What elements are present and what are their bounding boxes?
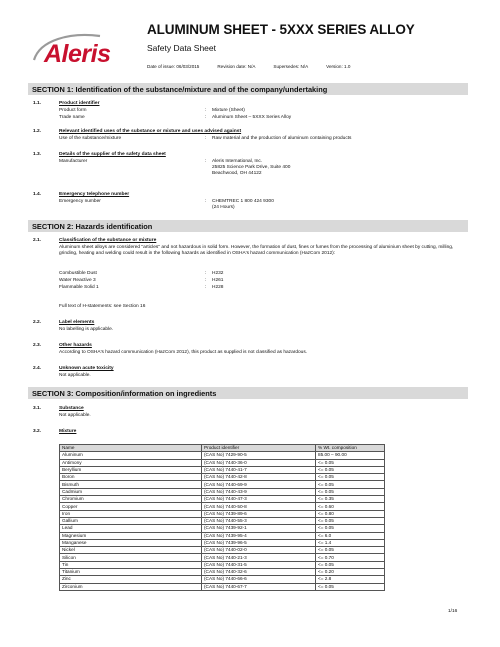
colon: : [205,136,207,141]
emergency-hours: (24 Hours) [212,205,235,211]
table-row [60,583,385,590]
label-elements-text: No labelling is applicable. [59,327,114,332]
cas-number-cell: (CAS No) 7440-42-8 [202,474,316,481]
ingredient-name-cell: Beryllium [60,466,202,473]
other-hazards-text: According to OSHA's hazard communication (HazCom 2012), this product as supplied is not classified as hazardous. [59,350,308,355]
cas-number-cell: (CAS No) 7440-31-5 [202,561,316,568]
table-row [60,503,385,510]
section-1-heading: SECTION 1: Identification of the substance/mixture and of the company/undertaking [28,83,468,95]
ingredient-name-cell: Tin [60,561,202,568]
cas-number-cell: (CAS No) 7429-90-5 [202,452,316,459]
section-1-2-heading: Relevant identified uses of the substance or mixture and uses advised against [59,129,242,134]
composition-cell: <= 0.70 [316,554,385,561]
table-row [60,474,385,481]
section-1-1-number: 1.1. [33,101,42,106]
table-row [60,554,385,561]
ingredient-name-cell: Titanium [60,569,202,576]
composition-cell: <= 0.05 [316,488,385,495]
ingredient-name-cell: Boron [60,474,202,481]
ingredient-name-cell: Zinc [60,576,202,583]
emergency-value [212,199,274,211]
ingredient-name-cell: Chromium [60,496,202,503]
cas-number-cell: (CAS No) 7440-21-3 [202,554,316,561]
composition-cell: <= 0.05 [316,459,385,466]
section-2-1-heading: Classification of the substance or mixture [59,238,157,243]
section-3-2-number: 3.2. [33,429,42,434]
hazard-label: Combustible Dust [59,271,97,276]
section-3-2-heading: Mixture [59,429,77,434]
table-row [60,488,385,495]
section-1-2-number: 1.2. [33,129,42,134]
cas-number-cell: (CAS No) 7439-92-1 [202,525,316,532]
table-row [60,481,385,488]
table-header-row [60,445,385,452]
address-line: 25825 Science Park Drive, Suite 400 [212,165,291,171]
section-1-1-heading: Product identifier [59,101,100,106]
ingredient-name-cell: Manganese [60,539,202,546]
cas-number-cell: (CAS No) 7440-55-3 [202,517,316,524]
ingredient-name-cell: Silicon [60,554,202,561]
cas-number-cell: (CAS No) 7440-32-6 [202,569,316,576]
document-title: ALUMINUM SHEET - 5XXX SERIES ALLOY [147,22,415,37]
section-2-2-heading: Label elements [59,320,95,325]
cas-number-cell: (CAS No) 7439-89-6 [202,510,316,517]
cas-number-cell: (CAS No) 7440-66-6 [202,576,316,583]
page-number: 1/16 [448,609,458,614]
revision-meta [147,64,350,69]
aleris-logo [30,30,128,72]
column-header: % Wt. composition [316,445,385,452]
section-1-3-heading: Details of the supplier of the safety data sheet [59,152,166,157]
table-row [60,517,385,524]
composition-cell: <= 0.05 [316,525,385,532]
table-row [60,576,385,583]
table-row [60,452,385,459]
substance-text: Not applicable. [59,413,91,418]
section-2-3-number: 2.3. [33,343,42,348]
section-1-4-number: 1.4. [33,192,42,197]
hazard-label: Flammable Solid 1 [59,285,99,290]
cas-number-cell: (CAS No) 7440-36-0 [202,459,316,466]
ingredient-name-cell: Iron [60,510,202,517]
hazard-label: Water Reactive 3 [59,278,96,283]
column-header: Name [60,445,202,452]
section-2-3-heading: Other hazards [59,343,92,348]
composition-cell: <= 1.4 [316,539,385,546]
manufacturer-address [212,159,290,178]
colon: : [205,159,207,164]
use-value: Raw material and the production of aluminum containing products [212,136,352,141]
table-row [60,569,385,576]
composition-cell: <= 0.05 [316,561,385,568]
table-row [60,459,385,466]
composition-cell: <= 0.20 [316,569,385,576]
section-3-heading: SECTION 3: Composition/information on ingredients [28,387,468,399]
classification-paragraph: Aluminum sheet alloys are considered "articles" and not hazardous in solid form. However, the formation of dust, fines or fumes from the processing of aluminium sheet by cutting, milling, grinding, heating and welding could result in the following hazards as identified in OSHA's hazard communication (HazCom 2012): [59,245,454,257]
section-1-3-number: 1.3. [33,152,42,157]
cas-number-cell: (CAS No) 7439-96-5 [202,539,316,546]
composition-cell: <= 2.8 [316,576,385,583]
colon: : [205,199,207,204]
table-row [60,525,385,532]
cas-number-cell: (CAS No) 7440-50-8 [202,503,316,510]
ingredient-name-cell: Antimony [60,459,202,466]
colon: : [205,115,207,120]
h-statements-note: Full text of H-statements: see Section 16 [59,304,146,309]
ingredient-name-cell: Copper [60,503,202,510]
table-row [60,496,385,503]
hazard-code: H228 [212,285,224,290]
section-1-4-heading: Emergency telephone number [59,192,130,197]
cas-number-cell: (CAS No) 7440-41-7 [202,466,316,473]
address-line: Beachwood, OH 44122 [212,171,262,177]
emergency-label: Emergency number [59,199,101,204]
version: Version: 1.0 [326,64,351,69]
cas-number-cell: (CAS No) 7440-47-3 [202,496,316,503]
ingredient-name-cell: Cadmium [60,488,202,495]
hazard-code: H261 [212,278,224,283]
section-2-heading: SECTION 2: Hazards identification [28,220,468,232]
ingredient-name-cell: Gallium [60,517,202,524]
composition-cell: <= 6.0 [316,532,385,539]
trade-name-value: Aluminum Sheet – 5XXX Series Alloy [212,115,292,120]
composition-cell: <= 0.05 [316,547,385,554]
colon: : [205,285,207,290]
composition-table [59,444,385,591]
table-row [60,532,385,539]
section-3-1-number: 3.1. [33,406,42,411]
composition-cell: <= 0.05 [316,474,385,481]
cas-number-cell: (CAS No) 7439-95-4 [202,532,316,539]
colon: : [205,278,207,283]
table-row [60,466,385,473]
ingredient-name-cell: Zirconium [60,583,202,590]
cas-number-cell: (CAS No) 7440-43-9 [202,488,316,495]
document-subtitle: Safety Data Sheet [147,43,216,53]
column-header: Product identifier [202,445,316,452]
cas-number-cell: (CAS No) 7440-69-9 [202,481,316,488]
composition-cell: <= 0.05 [316,481,385,488]
cas-number-cell: (CAS No) 7440-67-7 [202,583,316,590]
table-row [60,547,385,554]
date-of-issue: Date of issue: 06/03/2015 [147,64,200,69]
trade-name-label: Trade name [59,115,85,120]
ingredient-name-cell: Lead [60,525,202,532]
colon: : [205,271,207,276]
colon: : [205,108,207,113]
section-2-4-number: 2.4. [33,366,42,371]
section-3-1-heading: Substance [59,406,84,411]
address-line: Aleris International, Inc. [212,159,263,164]
table-row [60,510,385,517]
product-form-value: Mixture (Sheet) [212,108,245,113]
revision-date: Revision date: N/A [217,64,256,69]
composition-cell: 85.00 – 90.00 [316,452,385,459]
section-2-1-number: 2.1. [33,238,42,243]
manufacturer-label: Manufacturer [59,159,88,164]
ingredient-name-cell: Magnesium [60,532,202,539]
section-2-2-number: 2.2. [33,320,42,325]
composition-cell: <= 0.05 [316,466,385,473]
composition-table-body [60,452,385,591]
logo-wordmark: Aleris [44,40,111,68]
cas-number-cell: (CAS No) 7440-02-0 [202,547,316,554]
table-row [60,561,385,568]
ingredient-name-cell: Nickel [60,547,202,554]
composition-cell: <= 0.05 [316,517,385,524]
product-form-label: Product form [59,108,87,113]
supersedes: Supersedes: N/A [273,64,309,69]
acute-toxicity-text: Not applicable. [59,373,91,378]
emergency-phone: CHEMTREC 1 800 424 9300 [212,199,274,204]
ingredient-name-cell: Aluminum [60,452,202,459]
composition-cell: <= 0.35 [316,496,385,503]
ingredient-name-cell: Bismuth [60,481,202,488]
composition-cell: <= 0.80 [316,510,385,517]
use-label: Use of the substance/mixture [59,136,122,141]
section-2-4-heading: Unknown acute toxicity [59,366,114,371]
table-row [60,539,385,546]
hazard-code: H232 [212,271,224,276]
composition-cell: <= 0.60 [316,503,385,510]
composition-cell: <= 0.05 [316,583,385,590]
